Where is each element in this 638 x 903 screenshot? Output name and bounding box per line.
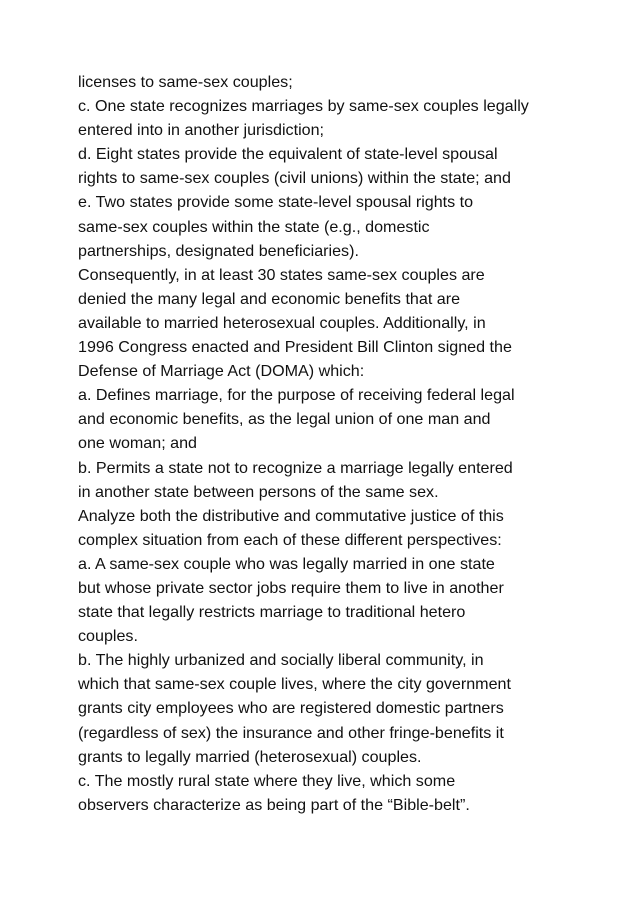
text-line: same-sex couples within the state (e.g., domestic — [78, 217, 430, 236]
text-line: c. One state recognizes marriages by same-sex couples legally — [78, 97, 529, 116]
text-line: entered into in another jurisdiction; — [78, 121, 325, 140]
text-line: couples. — [78, 627, 138, 646]
text-line: a. A same-sex couple who was legally married in one state — [78, 554, 495, 573]
text-line: partnerships, designated beneficiaries). — [78, 241, 359, 260]
text-line: state that legally restricts marriage to traditional hetero — [78, 603, 466, 622]
text-line: and economic benefits, as the legal union of one man and — [78, 410, 491, 429]
text-line: d. Eight states provide the equivalent of state-level spousal — [78, 145, 498, 164]
text-line: c. The mostly rural state where they live, which some — [78, 771, 456, 790]
text-line: Consequently, in at least 30 states same-sex couples are — [78, 265, 485, 284]
text-line: but whose private sector jobs require them to live in another — [78, 578, 504, 597]
body-text — [78, 70, 578, 817]
text-line: licenses to same-sex couples; — [78, 73, 293, 91]
text-line: available to married heterosexual couples. Additionally, in — [78, 313, 486, 332]
text-line: one woman; and — [78, 434, 197, 453]
text-line: b. The highly urbanized and socially liberal community, in — [78, 651, 484, 670]
text-line: which that same-sex couple lives, where the city government — [78, 675, 511, 694]
text-line: 1996 Congress enacted and President Bill Clinton signed the — [78, 338, 512, 357]
text-line: Defense of Marriage Act (DOMA) which: — [78, 362, 365, 381]
text-line: observers characterize as being part of the “Bible-belt”. — [78, 795, 470, 814]
text-line: b. Permits a state not to recognize a marriage legally entered — [78, 458, 513, 477]
text-line: complex situation from each of these different perspectives: — [78, 530, 502, 549]
text-line: a. Defines marriage, for the purpose of receiving federal legal — [78, 386, 515, 405]
text-line: Analyze both the distributive and commutative justice of this — [78, 506, 504, 525]
text-line: e. Two states provide some state-level spousal rights to — [78, 193, 474, 212]
text-line: in another state between persons of the same sex. — [78, 482, 439, 501]
text-line: denied the many legal and economic benefits that are — [78, 289, 461, 308]
text-line: grants city employees who are registered domestic partners — [78, 699, 504, 718]
text-line: grants to legally married (heterosexual) couples. — [78, 747, 422, 766]
text-line: rights to same-sex couples (civil unions) within the state; and — [78, 169, 511, 188]
text-line: (regardless of sex) the insurance and other fringe-benefits it — [78, 723, 504, 742]
